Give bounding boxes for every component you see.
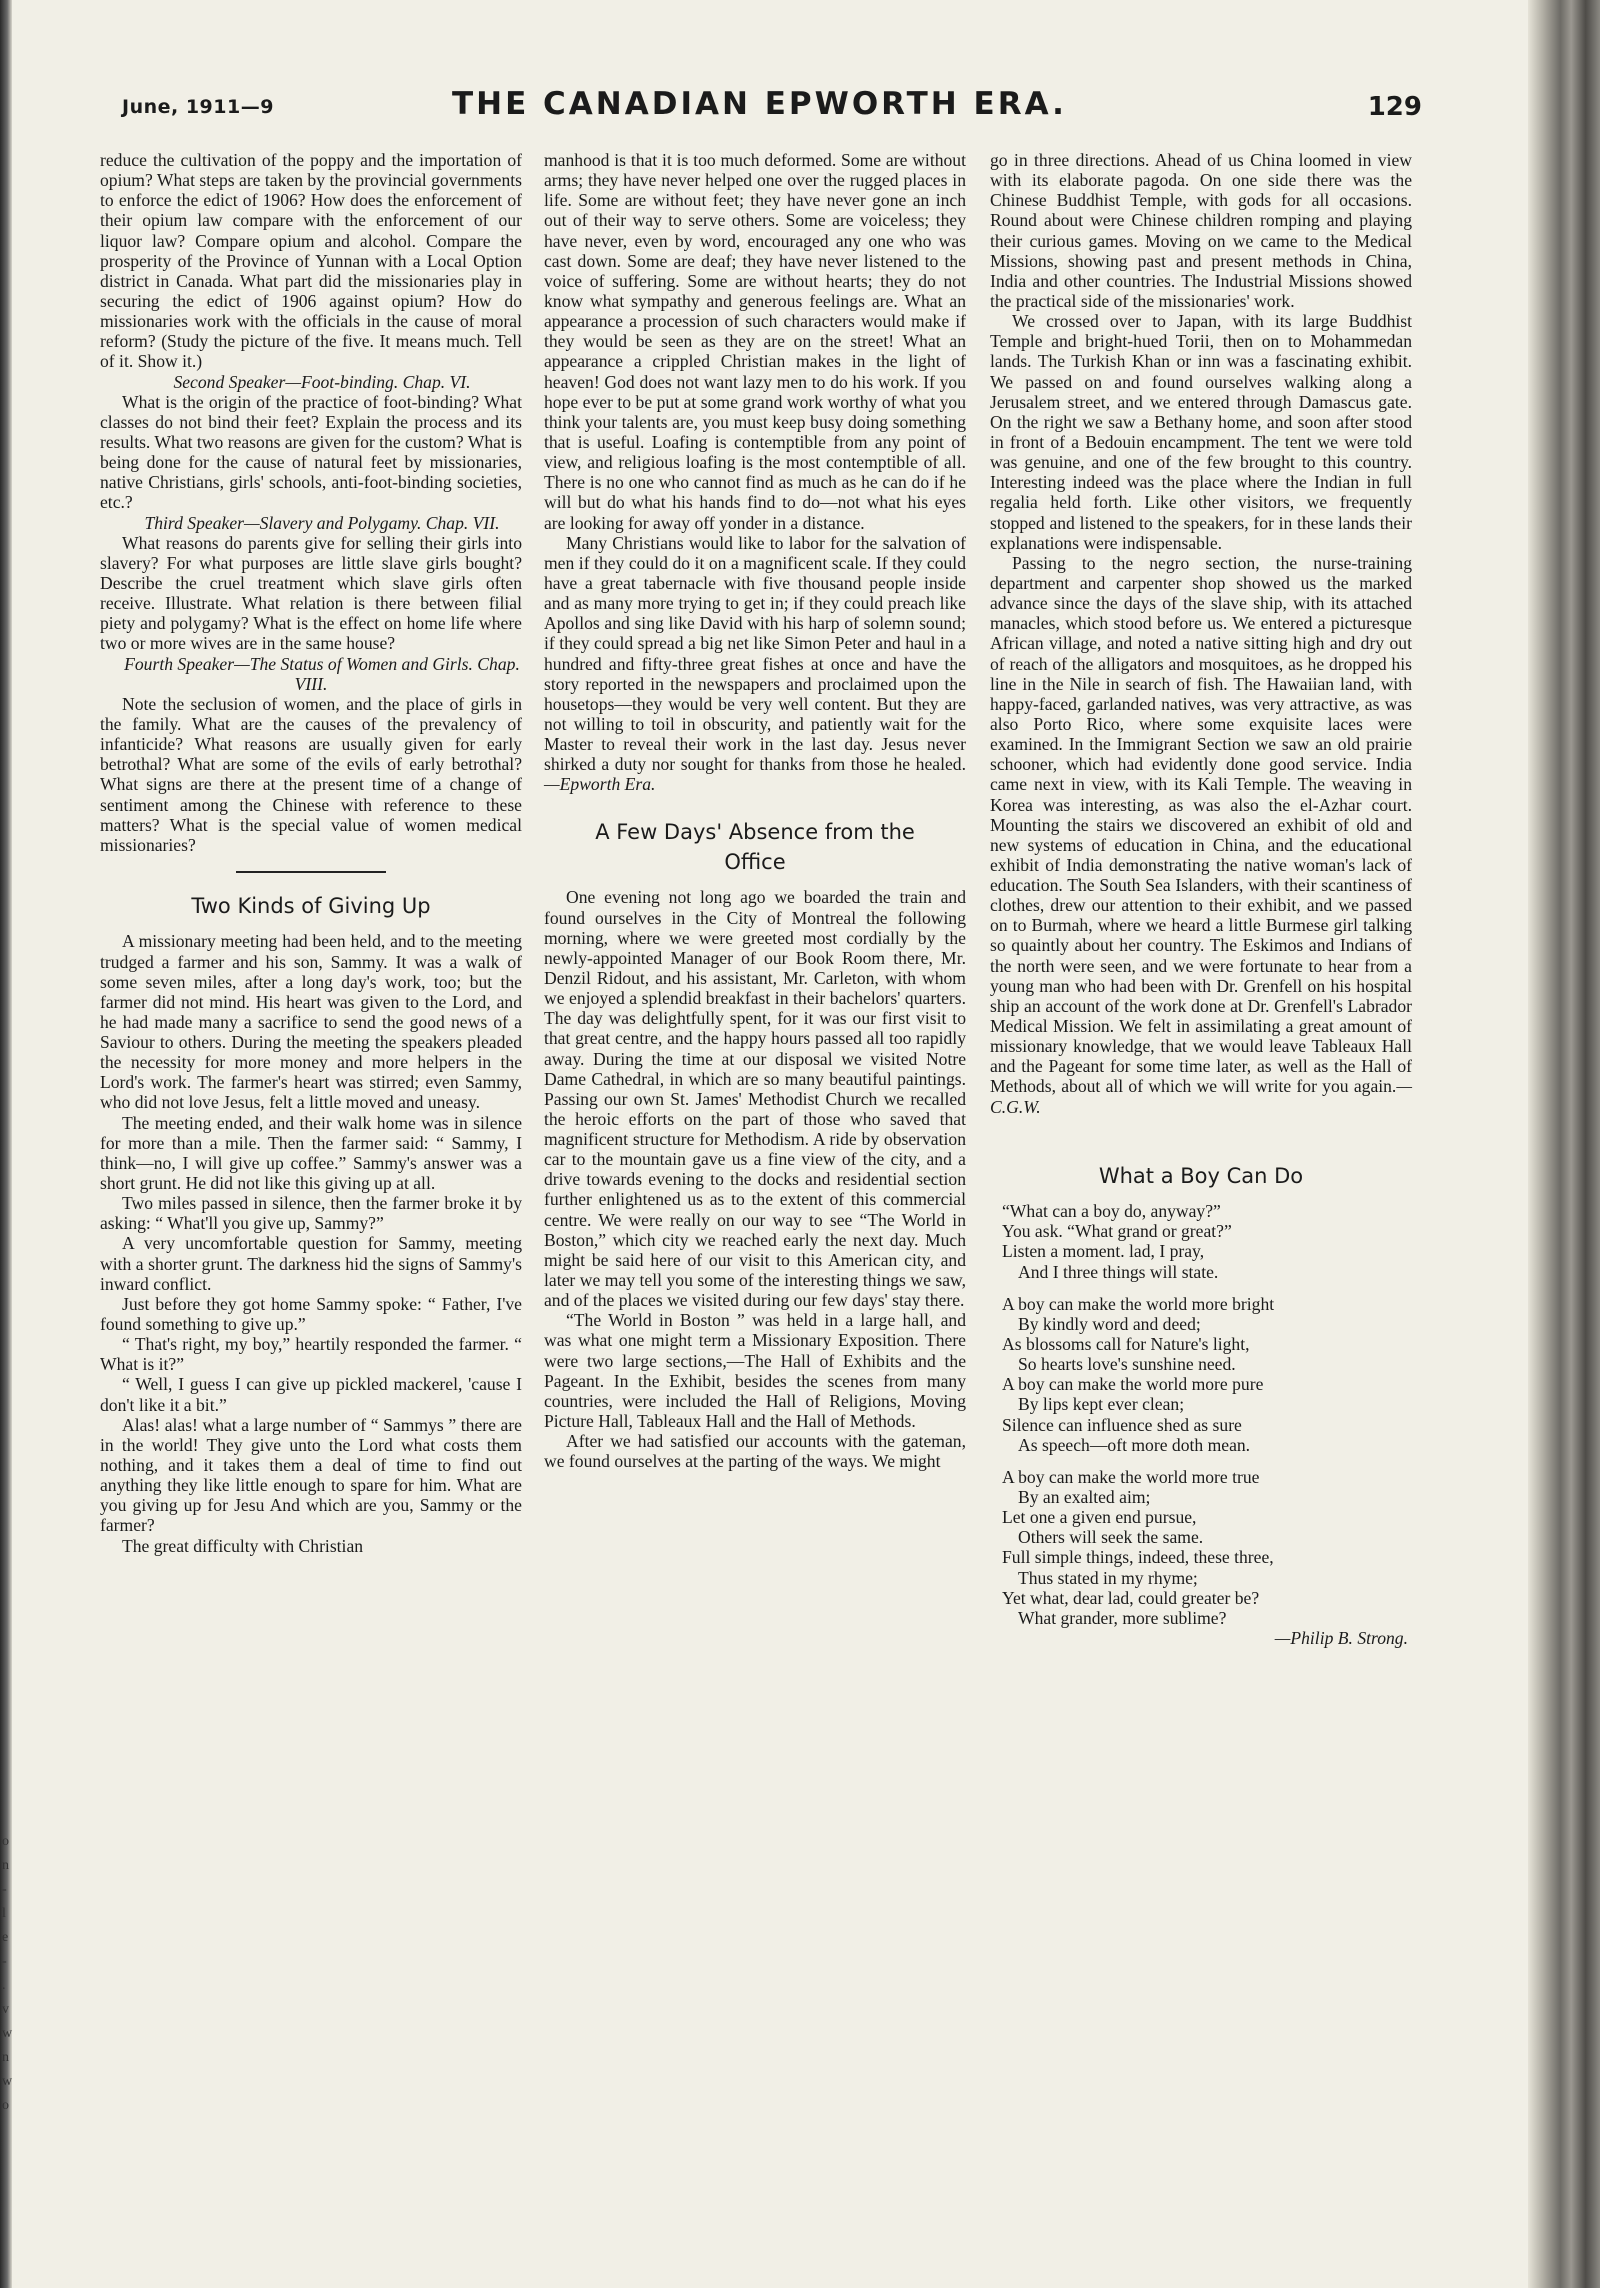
paragraph: go in three directions. Ahead of us China loomed in view with its elaborate pagoda. On one side there was the Chinese Buddhist Temple, with gods for all occasions. Round about were Chinese children romping and playing their curious games. Moving on we came to the Medical Missions, showing past and present methods in China, India and other countries. The Industrial Missions showed the practical side of the missionaries' work. — [990, 150, 1412, 311]
poem-title: What a Boy Can Do — [1098, 1163, 1304, 1188]
article-title-line: Office — [724, 849, 786, 874]
poem-line: By lips kept ever clean; — [1018, 1394, 1185, 1415]
poem-line: Let one a given end pursue, — [1002, 1507, 1197, 1528]
poem-line: Others will seek the same. — [1018, 1527, 1204, 1548]
poem-line: A boy can make the world more pure — [1002, 1374, 1264, 1395]
poem-line: You ask. “What grand or great?” — [1002, 1221, 1232, 1242]
margin-bleed-letters — [2, 1830, 12, 2118]
author-initials: —C.G.W. — [990, 1076, 1412, 1117]
paragraph-text: Many Christians would like to labor for the salvation of men if they could do it on a magnificent scale. If they could have a great tabernacle with five thousand people inside and as many more trying to get in; if they could preach like Apollos and sing like David with his harp of solemn sound; if they could spread a big net like Simon Peter and haul in a hundred and fifty-three great fishes at once and have the story reported in the newspapers and proclaimed upon the housetops—they would be very well content. But they are not willing to toil in obscurity, and patiently wait for the Master to reveal their work in the last day. Jesus never shirked a duty nor sought for thanks from those he healed. — [544, 532, 966, 775]
paragraph: The meeting ended, and their walk home was in silence for more than a mile. Then the farmer said: “ Sammy, I think—no, I will give up coffee.” Sammy's answer was a short grunt. He did not like this giving up at all. — [100, 1112, 522, 1194]
page-header — [122, 86, 1422, 136]
paragraph: A missionary meeting had been held, and to the meeting trudged a farmer and his son, Sammy. It was a walk of some seven miles, after a long day's work, too; but the farmer did not mind. His heart was given to the Lord, and he had made many a sacrifice to send the good news of a Saviour to others. During the meeting the speakers pleaded the necessity for more money and more helpers in the Lord's work. The farmer's heart was stirred; even Sammy, who did not love Jesus, felt a little moved and uneasy. — [100, 931, 522, 1113]
poem-line: Thus stated in my rhyme; — [1018, 1567, 1198, 1588]
speaker-heading: Second Speaker—Foot-binding. Chap. VI. — [173, 371, 471, 392]
poem-author: —Philip B. Strong. — [1274, 1628, 1408, 1648]
paragraph: “The World in Boston ” was held in a large hall, and was what one might term a Missionary Exposition. There were two large sections,—The Hall of Exhibits and the Pageant. In the Exhibit, besides the scenes from many countries, were included the Hall of Religions, Moving Picture Hall, Tableaux Hall and the Hall of Methods. — [544, 1310, 966, 1432]
margin-letter: - — [2, 1882, 7, 1897]
margin-letter: n — [2, 2050, 9, 2065]
paragraph: A very uncomfortable question for Sammy, meeting with a shorter grunt. The darkness hid the signs of Sammy's inward conflict. — [100, 1233, 522, 1294]
poem-line: What grander, more sublime? — [1018, 1607, 1227, 1628]
speaker-heading: Fourth Speaker—The Status of Women and Girls. Chap. VIII. — [124, 653, 520, 694]
poem-line: A boy can make the world more true — [1002, 1466, 1260, 1487]
paragraph: What is the origin of the practice of foot-binding? What classes do not bind their feet? Explain the process and its results. What two reasons are given for the custom? What is being done for the cause of natural feet by missionaries, native Christians, girls' schools, anti-foot-binding societies, etc.? — [100, 391, 522, 513]
paragraph: Two miles passed in silence, then the farmer broke it by asking: “ What'll you give up, Sammy?” — [100, 1193, 522, 1234]
paragraph: We crossed over to Japan, with its large Buddhist Temple and bright-hued Torii, then on to Mohammedan lands. The Turkish Khan or inn was a fascinating exhibit. We passed on and found ourselves walking along a Jerusalem street, and we entered through Damascus gate. On the right we saw a Bethany home, and soon after stood in front of a Bedouin encampment. The tent we were told was genuine, and one of the few brought to this country. Interesting indeed was the place where the Indian in full regalia held forth. Like other visitors, we frequently stopped and listened to the speakers, for in these lands their explanations were indispensable. — [990, 311, 1412, 553]
margin-letter: l — [2, 1906, 6, 1921]
poem-line: “What can a boy do, anyway?” — [1002, 1201, 1221, 1222]
column-right — [990, 150, 1412, 1648]
poem-line: Full simple things, indeed, these three, — [1002, 1547, 1274, 1568]
paragraph: Just before they got home Sammy spoke: “ Father, I've found something to give up.” — [100, 1293, 522, 1335]
paragraph: Note the seclusion of women, and the place of girls in the family. What are the causes of the prevalency of infanticide? What reasons are usually given for early betrothal? What are some of the evils of early betrothal? What signs are there at the present time of a change of sentiment among the Chinese with reference to these matters? What is the special value of women medical missionaries? — [100, 693, 522, 855]
poem-line: So hearts love's sunshine need. — [1018, 1354, 1236, 1375]
paragraph: “ Well, I guess I can give up pickled mackerel, 'cause I don't like it a bit.” — [100, 1374, 522, 1415]
poem-line: And I three things will state. — [1018, 1261, 1219, 1282]
margin-letter: o — [2, 1834, 9, 1849]
paragraph: After we had satisfied our accounts with the gateman, we found ourselves at the parting of the ways. We might — [544, 1431, 966, 1472]
paragraph: What reasons do parents give for selling their girls into slavery? For what purposes are little slave girls bought? Describe the cruel treatment which slave girls often receive. Illustrate. What relation is there between filial piety and polygamy? What is the effect on home life where two or more wives are in the same house? — [100, 532, 522, 654]
margin-letter: w — [2, 2074, 13, 2089]
page-number: 129 — [1367, 92, 1422, 122]
paragraph — [990, 553, 1412, 1117]
poem-line: As speech—oft more doth mean. — [1018, 1434, 1251, 1455]
margin-letter: o — [2, 2098, 9, 2113]
issue-date: June, 1911—9 — [122, 96, 274, 118]
column-left — [100, 150, 522, 1556]
column-middle — [544, 150, 966, 1471]
poem-line: By an exalted aim; — [1018, 1487, 1151, 1508]
margin-letter: v — [2, 2002, 9, 2017]
paragraph: manhood is that it is too much deformed. Some are without arms; they have never helped one over the rugged places in life. Some are without feet; they have never gone an inch out of their way to serve others. Some are voiceless; they have never, even by word, encouraged any one who was cast down. Some are deaf; they have never listened to the voice of suffering. Some are without hearts; they do not know what sympathy and generous feelings are. What an appearance a procession of such characters would make if they would be seen as they are on the street! What an appearance a crippled Christian makes in the light of heaven! God does not want lazy men to do his work. If you hope ever to be put at some grand work worthy of what you think your talents are, you must keep busy doing something that is useful. Loafing is contemptible from any point of view, and religious loafing is the most contemptible of all. There is no one who cannot find as much as he can do if he will but do what his hands find to do—not what his eyes are looking for away off yonder in a distance. — [544, 150, 966, 533]
paragraph: One evening not long ago we boarded the train and found ourselves in the City of Montreal the following morning, where we were greeted most cordially by the newly-appointed Manager of our Book Room there, Mr. Denzil Ridout, and his assistant, Mr. Carleton, with whom we enjoyed a splendid breakfast in their bachelors' quarters. The day was delightfully spent, for it was our first visit to that great centre, and the happy hours passed all too rapidly away. During the time at our disposal we visited Notre Dame Cathedral, in which are so many beautiful paintings. Passing our own St. James' Methodist Church we recalled the heroic efforts on the part of those who saved that magnificent structure for Methodism. A ride by observation car to the mountain gave us a fine view of the city, and a drive towards evening to the docks and residential section further enlightened us as to the extent of this commercial centre. We were really on our way to see “The World in Boston,” which city we reached early the next day. Much might be said here of our visit to this American city, and later we may tell you some of the interesting things we saw, and of the places we visited during our few days' stay there. — [544, 887, 966, 1311]
magazine-title: THE CANADIAN EPWORTH ERA. — [452, 86, 1067, 122]
poem-line: As blossoms call for Nature's light, — [1002, 1334, 1250, 1355]
margin-letter: n — [2, 1858, 9, 1873]
paragraph: Alas! alas! what a large number of “ Sammys ” there are in the world! They give unto the Lord what costs them nothing, and it takes them a deal of time to find out anything they like little enough to spare for him. What are you giving up for Jesu And which are you, Sammy or the farmer? — [100, 1414, 522, 1536]
poem-line: A boy can make the world more bright — [1002, 1293, 1275, 1314]
article-title: Two Kinds of Giving Up — [191, 893, 431, 918]
page-edge-right — [1528, 0, 1600, 2288]
margin-letter: . — [2, 1978, 6, 1993]
poem — [990, 1201, 1412, 1648]
poem-line: Listen a moment. lad, I pray, — [1002, 1241, 1205, 1262]
stanza-break — [990, 1455, 1412, 1467]
paragraph: “ That's right, my boy,” heartily responded the farmer. “ What is it?” — [100, 1334, 522, 1375]
source-credit: —Epworth Era. — [544, 774, 656, 795]
speaker-heading: Third Speaker—Slavery and Polygamy. Chap. VII. — [144, 512, 500, 533]
paragraph — [544, 533, 966, 795]
poem-line: Silence can influence shed as sure — [1002, 1414, 1242, 1435]
section-divider — [236, 871, 386, 873]
stanza-break — [990, 1282, 1412, 1294]
paragraph: reduce the cultivation of the poppy and the importation of opium? What steps are taken by the provincial governments to enforce the edict of 1906? How does the enforcement of their opium law compare with the enforcement of our liquor law? Compare opium and alcohol. Compare the prosperity of the Province of Yunnan with a Local Option district in Canada. What part did the missionaries play in securing the edict of 1906 against opium? How do missionaries work with the officials in the cause of moral reform? (Study the picture of the five. It means much. Tell of it. Show it.) — [100, 150, 522, 372]
paragraph-text: Passing to the negro section, the nurse-training department and carpenter shop showed us the marked advance since the days of the slave ship, with its attached manacles, which stood before us. We entered a picturesque African village, and noted a native sitting high and dry out of reach of the alligators and mosquitoes, as he dropped his line in the Nile in search of fish. The Hawaiian land, with happy-faced, garlanded natives, was very attractive, as was also Porto Rico, where some exquisite laces were examined. In the Immigrant Section we saw an old prairie schooner, which had evidently done good service. India came next in view, with its Kali Temple. The weaving in Korea was interesting, as was also the el-Azhar court. Mounting the stairs we discovered an exhibit of old and new systems of education in China, and the educational exhibit of India demonstrating the native woman's lack of education. The South Sea Islanders, with their scantiness of clothes, drew our attention to their exhibit, and we passed on to Burmah, where we heard a little Burmese girl talking so quaintly about her country. The Eskimos and Indians of the north were seen, and we were fortunate to hear from a young man who had been with Dr. Grenfell on his hospital ship an account of the work done at Dr. Grenfell's Labrador Medical Mission. We felt in assimilating a great amount of missionary knowledge, that we would leave Tableaux Hall and the Pageant for some time later, as well as the Hall of Methods, about all of which we will write for you again. — [990, 552, 1412, 1097]
margin-letter: - — [2, 1954, 7, 1969]
article-title-line: A Few Days' Absence from the — [595, 819, 915, 844]
poem-line: By kindly word and deed; — [1018, 1313, 1201, 1334]
paragraph: The great difficulty with Christian — [122, 1535, 364, 1556]
margin-letter: e — [2, 1930, 9, 1945]
margin-letter: w — [2, 2026, 13, 2041]
article-title — [544, 817, 966, 878]
poem-line: Yet what, dear lad, could greater be? — [1002, 1587, 1260, 1608]
